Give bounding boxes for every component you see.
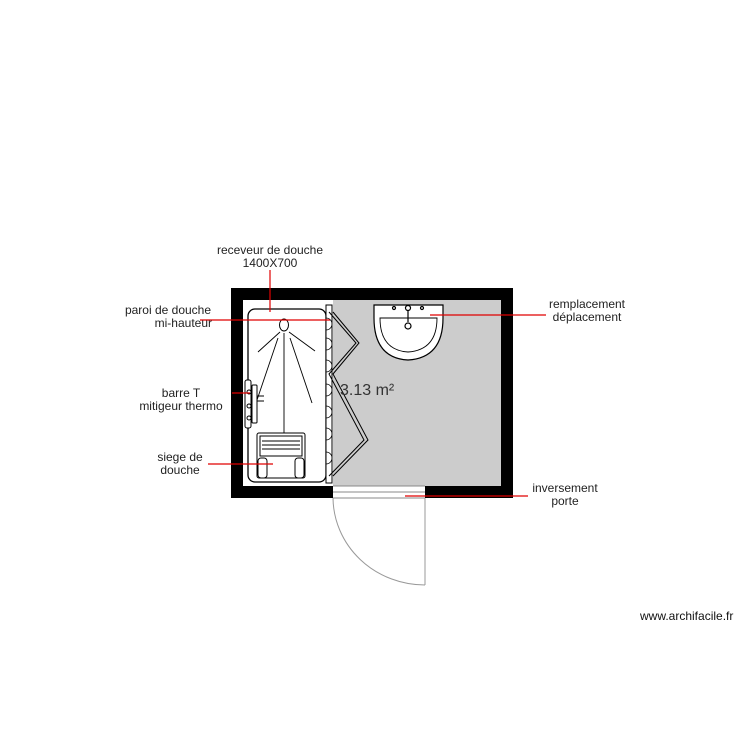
annotation-paroi bbox=[112, 304, 224, 330]
credit-watermark: www.archifacile.fr bbox=[640, 609, 734, 623]
door-swing-icon bbox=[333, 498, 425, 585]
annotation-receveur bbox=[205, 244, 335, 270]
annotation-siege bbox=[148, 451, 212, 477]
annotation-receveur-line1: receveur de douche bbox=[216, 243, 324, 257]
annotation-barre-line2: mitigeur thermo bbox=[139, 399, 223, 413]
annotation-paroi-line1: paroi de douche bbox=[124, 303, 212, 317]
annotation-siege-line2: douche bbox=[160, 463, 200, 477]
annotation-receveur-line2: 1400X700 bbox=[242, 256, 298, 270]
annotation-remplacement bbox=[540, 298, 634, 324]
annotation-inversement-line1: inversement bbox=[532, 481, 598, 495]
annotation-remplacement-line1: remplacement bbox=[548, 297, 626, 311]
annotation-inversement-line2: porte bbox=[551, 494, 579, 508]
annotation-barre-line1: barre T bbox=[161, 386, 201, 400]
annotation-inversement bbox=[526, 482, 604, 508]
annotation-remplacement-line2: déplacement bbox=[552, 310, 622, 324]
annotation-siege-line1: siege de bbox=[157, 450, 203, 464]
room-area-label: 3.13 m² bbox=[340, 382, 395, 399]
shower-seat bbox=[257, 433, 305, 478]
annotation-barre bbox=[134, 387, 228, 413]
annotation-paroi-line2: mi-hauteur bbox=[154, 316, 212, 330]
